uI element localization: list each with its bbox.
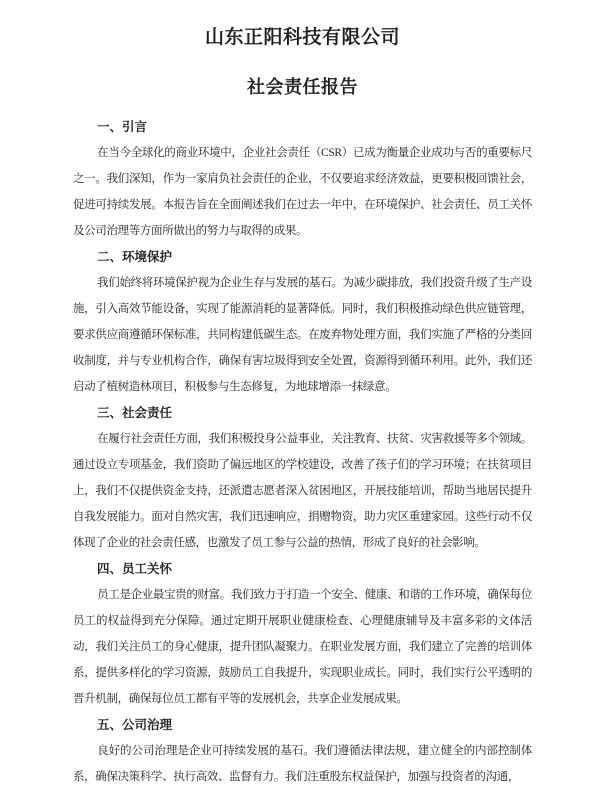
section-heading-employee-care: 四、员工关怀	[97, 562, 173, 576]
section-body-social-responsibility: 在履行社会责任方面，我们积极投身公益事业，关注教育、扶贫、灾害救援等多个领域。通过设立专项基金，我们资助了偏远地区的学校建设，改善了孩子们的学习环境；在扶贫项目上，我们不仅提供资金支持，还派遣志愿者深入贫困地区，开展技能培训，帮助当地居民提升自我发展能力。面对自然灾害，我们迅速响应，捐赠物资，助力灾区重建家园。这些行动不仅体现了企业的社会责任感，也激发了员工参与公益的热情，形成了良好的社会影响。	[73, 433, 532, 549]
section-body-environment: 我们始终将环境保护视为企业生存与发展的基石。为减少碳排放，我们投资升级了生产设施，引入高效节能设备，实现了能源消耗的显著降低。同时，我们积极推动绿色供应链管理，要求供应商遵循环保标准，共同构建低碳生态。在废弃物处理方面，我们实施了严格的分类回收制度，并与专业机构合作，确保有害垃圾得到安全处置，资源得到循环利用。此外，我们还启动了植树造林项目，积极参与生态修复，为地球增添一抹绿意。	[73, 277, 532, 393]
section-body-corporate-governance: 良好的公司治理是企业可持续发展的基石。我们遵循法律法规，建立健全的内部控制体系，确保决策科学、执行高效、监督有力。我们注重股东权益保护，加强与投资者的沟通，	[73, 745, 532, 783]
section-heading-corporate-governance: 五、公司治理	[97, 718, 173, 732]
section-body-introduction: 在当今全球化的商业环境中，企业社会责任（CSR）已成为衡量企业成功与否的重要标尺之一。我们深知，作为一家肩负社会责任的企业，不仅要追求经济效益，更要积极回馈社会，促进可持续发展。本报告旨在全面阐述我们在过去一年中，在环境保护、社会责任、员工关怀及公司治理等方面所做出的努力与取得的成果。	[73, 147, 532, 237]
section-body-employee-care: 员工是企业最宝贵的财富。我们致力于打造一个安全、健康、和谐的工作环境，确保每位员工的权益得到充分保障。通过定期开展职业健康检查、心理健康辅导及丰富多彩的文体活动，我们关注员工的身心健康，提升团队凝聚力。在职业发展方面，我们建立了完善的培训体系，提供多样化的学习资源，鼓励员工自我提升，实现职业成长。同时，我们实行公平透明的晋升机制，确保每位员工都有平等的发展机会，共享企业发展成果。	[73, 589, 532, 705]
section-corporate-governance	[73, 712, 532, 790]
company-title: 山东正阳科技有限公司	[204, 27, 400, 48]
report-title: 社会责任报告	[247, 77, 358, 97]
section-environment	[73, 244, 532, 400]
section-introduction	[73, 114, 532, 244]
section-heading-environment: 二、环境保护	[97, 250, 173, 264]
section-heading-social-responsibility: 三、社会责任	[97, 406, 173, 420]
section-social-responsibility	[73, 400, 532, 556]
section-employee-care	[73, 556, 532, 712]
section-heading-introduction: 一、引言	[97, 120, 148, 134]
